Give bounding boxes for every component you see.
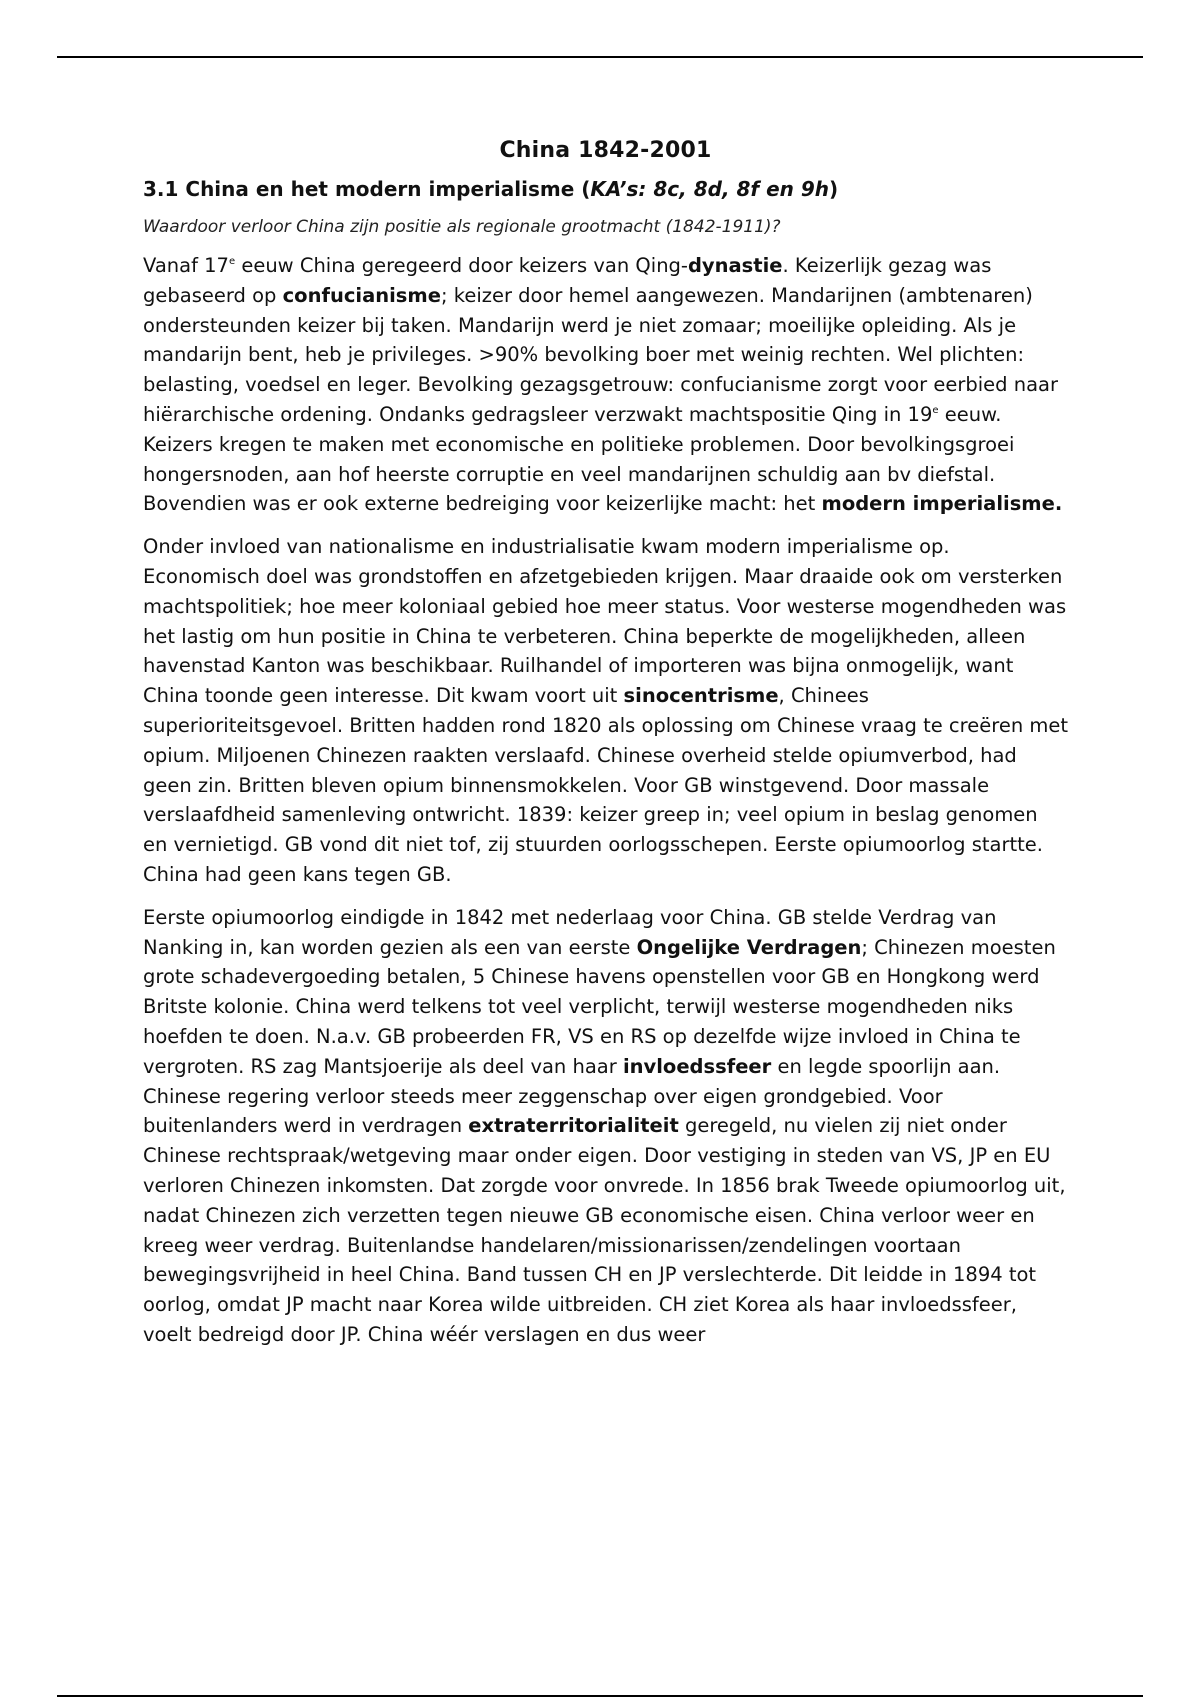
text-run: . Keizerlijk gezag was gebaseerd op: [143, 254, 992, 307]
superscript: e: [932, 404, 939, 416]
superscript: e: [228, 256, 236, 267]
text-run: geregeld, nu vielen zij niet onder Chinese rechtspraak/wetgeving maar onder eigen. Door vestiging in steden van VS, JP en EU verloren Chinezen inkomsten. Dat zorgde voor onvrede. In 1856 brak Tweede opiumoorlog uit, nadat Chinezen zich verzetten tegen nieuwe GB economische eisen. China verloor weer en kreeg weer verdrag. Buitenlandse handelaren/missionarissen/zendelingen voortaan bewegingsvrijheid in heel China. Band tussen CH en JP verslechterde. Dit leidde in 1894 tot oorlog, omdat JP macht naar Korea wilde uitbreiden. CH ziet Korea als haar invloedssfeer, voelt bedreigd door JP. China wéér verslagen en dus weer: [143, 1114, 1066, 1346]
term-extraterritorialiteit: extraterritorialiteit: [468, 1114, 679, 1138]
section-heading-prefix: 3.1 China en het modern imperialisme (: [143, 177, 591, 201]
text-run: eeuw. Keizers kregen te maken met economische en politieke problemen. Door bevolkingsgroei hongersnoden, aan hof heerste corruptie en veel mandarijnen schuldig aan bv diefstal. Bovendien was er ook externe bedreiging voor keizerlijke macht: het: [143, 402, 1015, 516]
term-sinocentrisme: sinocentrisme: [623, 684, 779, 708]
document-title: China 1842-2001: [499, 138, 712, 163]
section-heading: [143, 177, 1068, 201]
text-run: ; Chinezen moesten grote schadevergoeding betalen, 5 Chinese havens openstellen voor GB en Hongkong werd Britste kolonie. China werd telkens tot veel verplicht, terwijl westerse mogendheden niks hoefden te doen. N.a.v. GB probeerden FR, VS en RS op dezelfde wijze invloed in China te vergroten. RS zag Mantsjoerije als deel van haar: [143, 935, 1056, 1078]
text-run: Vanaf 17: [143, 254, 229, 277]
term-ongelijke-verdragen: Ongelijke Verdragen: [636, 935, 862, 959]
term-confucianisme: confucianisme: [282, 283, 441, 307]
section-heading-suffix: ): [829, 177, 839, 201]
section-question: Waardoor verloor China zijn positie als regionale grootmacht (1842-1911)?: [143, 217, 781, 237]
header-rule: [57, 56, 1143, 58]
footer-rule: [57, 1695, 1143, 1697]
text-run: , Chinees superioriteitsgevoel. Britten hadden rond 1820 als oplossing om Chinese vraag te creëren met opium. Miljoenen Chinezen raakten verslaafd. Chinese overheid stelde opiumverbod, had geen zin. Britten bleven opium binnensmokkelen. Voor GB winstgevend. Door massale verslaafdheid samenleving ontwricht. 1839: keizer greep in; veel opium in beslag genomen en vernietigd. GB vond dit niet tof, zij stuurden oorlogsschepen. Eerste opiumoorlog startte. China had geen kans tegen GB.: [143, 684, 1069, 886]
text-run: ; keizer door hemel aangewezen. Mandarijnen (ambtenaren) ondersteunden keizer bij taken. Mandarijn werd je niet zomaar; moeilijke opleiding. Als je mandarijn bent, heb je privileges. >90% bevolking boer met weinig rechten. Wel plichten: belasting, voedsel en leger. Bevolking gezagsgetrouw: confucianisme zorgt voor eerbied naar hiërarchische ordening. Ondanks gedragsleer verzwakt machtspositie Qing in 19: [143, 283, 1059, 426]
paragraph-opium: [143, 532, 1068, 890]
paragraph-qing-dynastie: [143, 251, 1068, 519]
term-modern-imperialisme: modern imperialisme.: [821, 492, 1063, 516]
document-body: [143, 138, 1068, 1363]
term-dynastie: dynastie: [687, 254, 783, 277]
text-run: eeuw China geregeerd door keizers van Qing-: [235, 254, 688, 277]
paragraph-verdragen: [143, 903, 1068, 1350]
text-run: Eerste opiumoorlog eindigde in 1842 met nederlaag voor China. GB stelde Verdrag van Nanking in, kan worden gezien als een van eerste: [143, 905, 997, 959]
text-run: en legde spoorlijn aan. Chinese regering verloor steeds meer zeggenschap over eigen grondgebied. Voor buitenlanders werd in verdragen: [143, 1054, 1001, 1138]
term-invloedssfeer: invloedssfeer: [622, 1054, 772, 1078]
section-heading-ka: KA’s: 8c, 8d, 8f en 9h: [590, 177, 829, 201]
text-run: Onder invloed van nationalisme en industrialisatie kwam modern imperialisme op. Economisch doel was grondstoffen en afzetgebieden krijgen. Maar draaide ook om versterken machtspolitiek; hoe meer koloniaal gebied hoe meer status. Voor westerse mogendheden was het lastig om hun positie in China te verbeteren. China beperkte de mogelijkheden, alleen havenstad Kanton was beschikbaar. Ruilhandel of importeren was bijna onmogelijk, want China toonde geen interesse. Dit kwam voort uit: [143, 535, 1067, 708]
